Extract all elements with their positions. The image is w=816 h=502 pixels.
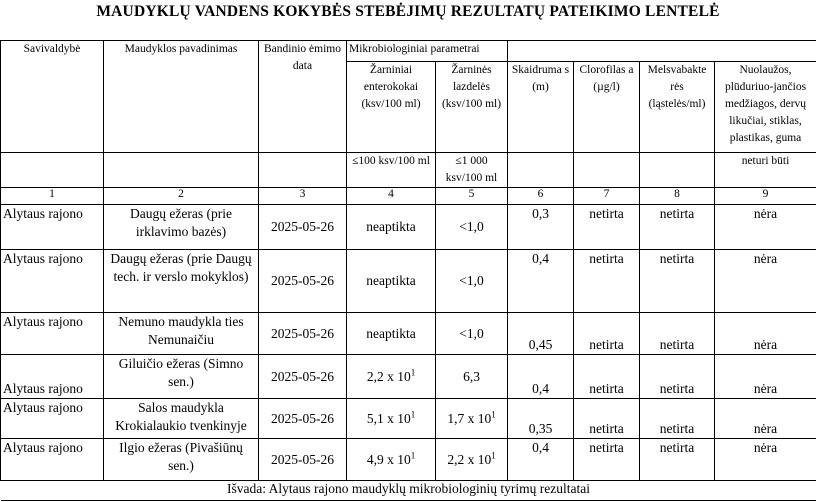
limit-ecoli: ≤1 000 ksv/100 ml [436,153,508,188]
cell-litter: nėra [715,313,816,355]
column-number: 6 [508,188,574,205]
cell-litter: nėra [715,205,816,250]
cell-beach: Daugų ežeras (prie irklavimo bazės) [104,205,259,250]
cell-cyanobacteria: netirta [640,439,715,481]
cell-transparency: 0,4 [508,355,574,399]
cell-transparency: 0,4 [508,439,574,481]
cell-enterococci: 4,9 x $10^1$ [347,439,436,481]
cell-municipality: Alytaus rajono [1,439,104,481]
cell-chlorophyll: netirta [574,250,640,313]
cell-enterococci: neaptikta [347,205,436,250]
cell-municipality: Alytaus rajono [1,250,104,313]
table-row [1,439,816,481]
cell-enterococci: 5,1 x $10^1$ [347,399,436,439]
header-enterococci: Žarniniai enterokokai (ksv/100 ml) [347,62,436,153]
header-beach-name: Maudyklos pavadinimas [104,41,259,153]
table-row [1,355,816,399]
table-row [1,399,816,439]
limits-row [1,153,816,188]
cell-ecoli: 2,2 x $10^1$ [436,439,508,481]
cell-litter: nėra [715,250,816,313]
cell-litter: nėra [715,439,816,481]
table-row [1,250,816,313]
header-sample-date: Bandinio ėmimo data [259,41,347,153]
cell-beach: Giluičio ežeras (Simno sen.) [104,355,259,399]
document-title: MAUDYKLŲ VANDENS KOKYBĖS STEBĖJIMŲ REZULTATŲ PATEIKIMO LENTELĖ [96,3,720,20]
conclusion-row [1,481,816,501]
column-number: 1 [1,188,104,205]
cell-date: 2025-05-26 [259,313,347,355]
cell-municipality: Alytaus rajono [1,205,104,250]
cell-date: 2025-05-26 [259,355,347,399]
header-litter: Nuolaužos, plūduriuo-jančios medžiagos, dervų likučiai, stiklas, plastikas, guma [715,62,816,153]
results-table [0,40,816,501]
header-blank [508,41,816,62]
cell-date: 2025-05-26 [259,205,347,250]
cell-ecoli: 6,3 [436,355,508,399]
table-row [1,205,816,250]
cell-cyanobacteria: netirta [640,205,715,250]
column-number: 2 [104,188,259,205]
header-micro-group: Mikrobiologiniai parametrai [347,41,508,62]
column-number: 9 [715,188,816,205]
cell-beach: Salos maudykla Krokialaukio tvenkinyje [104,399,259,439]
column-number-row [1,188,816,205]
header-chlorophyll: Clorofilas a (µg/l) [574,62,640,153]
cell-beach: Daugų ežeras (prie Daugų tech. ir verslo mokyklos) [104,250,259,313]
cell-ecoli: 1,7 x $10^1$ [436,399,508,439]
cell-cyanobacteria: netirta [640,313,715,355]
header-municipality: Savivaldybė [1,41,104,153]
cell-beach: Nemuno maudykla ties Nemunaičiu [104,313,259,355]
cell-date: 2025-05-26 [259,399,347,439]
cell-enterococci: neaptikta [347,313,436,355]
cell-cyanobacteria: netirta [640,355,715,399]
column-number: 3 [259,188,347,205]
cell-chlorophyll: netirta [574,313,640,355]
cell-transparency: 0,4 [508,250,574,313]
cell-enterococci: 2,2 x $10^1$ [347,355,436,399]
header-row-1 [1,41,816,62]
cell-date: 2025-05-26 [259,250,347,313]
limit-litter: neturi būti [715,153,816,188]
cell-cyanobacteria: netirta [640,250,715,313]
cell-chlorophyll: netirta [574,205,640,250]
cell-transparency: 0,35 [508,399,574,439]
conclusion-text: Išvada: Alytaus rajono maudyklų mikrobiologinių tyrimų rezultatai [1,481,816,501]
cell-date: 2025-05-26 [259,439,347,481]
cell-litter: nėra [715,399,816,439]
cell-litter: nėra [715,355,816,399]
header-cyanobacteria: Melsvabakte rės (ląstelės/ml) [640,62,715,153]
column-number: 7 [574,188,640,205]
cell-ecoli: <1,0 [436,205,508,250]
cell-municipality: Alytaus rajono [1,399,104,439]
cell-beach: Ilgio ežeras (Pivašiūnų sen.) [104,439,259,481]
cell-municipality: Alytaus rajono [1,355,104,399]
column-number: 5 [436,188,508,205]
cell-municipality: Alytaus rajono [1,313,104,355]
cell-chlorophyll: netirta [574,439,640,481]
cell-chlorophyll: netirta [574,355,640,399]
column-number: 4 [347,188,436,205]
limit-enterococci: ≤100 ksv/100 ml [347,153,436,188]
cell-enterococci: neaptikta [347,250,436,313]
cell-transparency: 0,45 [508,313,574,355]
column-number: 8 [640,188,715,205]
header-ecoli: Žarninės lazdelės (ksv/100 ml) [436,62,508,153]
cell-cyanobacteria: netirta [640,399,715,439]
header-transparency: Skaidruma s (m) [508,62,574,153]
table-row [1,313,816,355]
cell-transparency: 0,3 [508,205,574,250]
cell-chlorophyll: netirta [574,399,640,439]
cell-ecoli: <1,0 [436,313,508,355]
cell-ecoli: <1,0 [436,250,508,313]
